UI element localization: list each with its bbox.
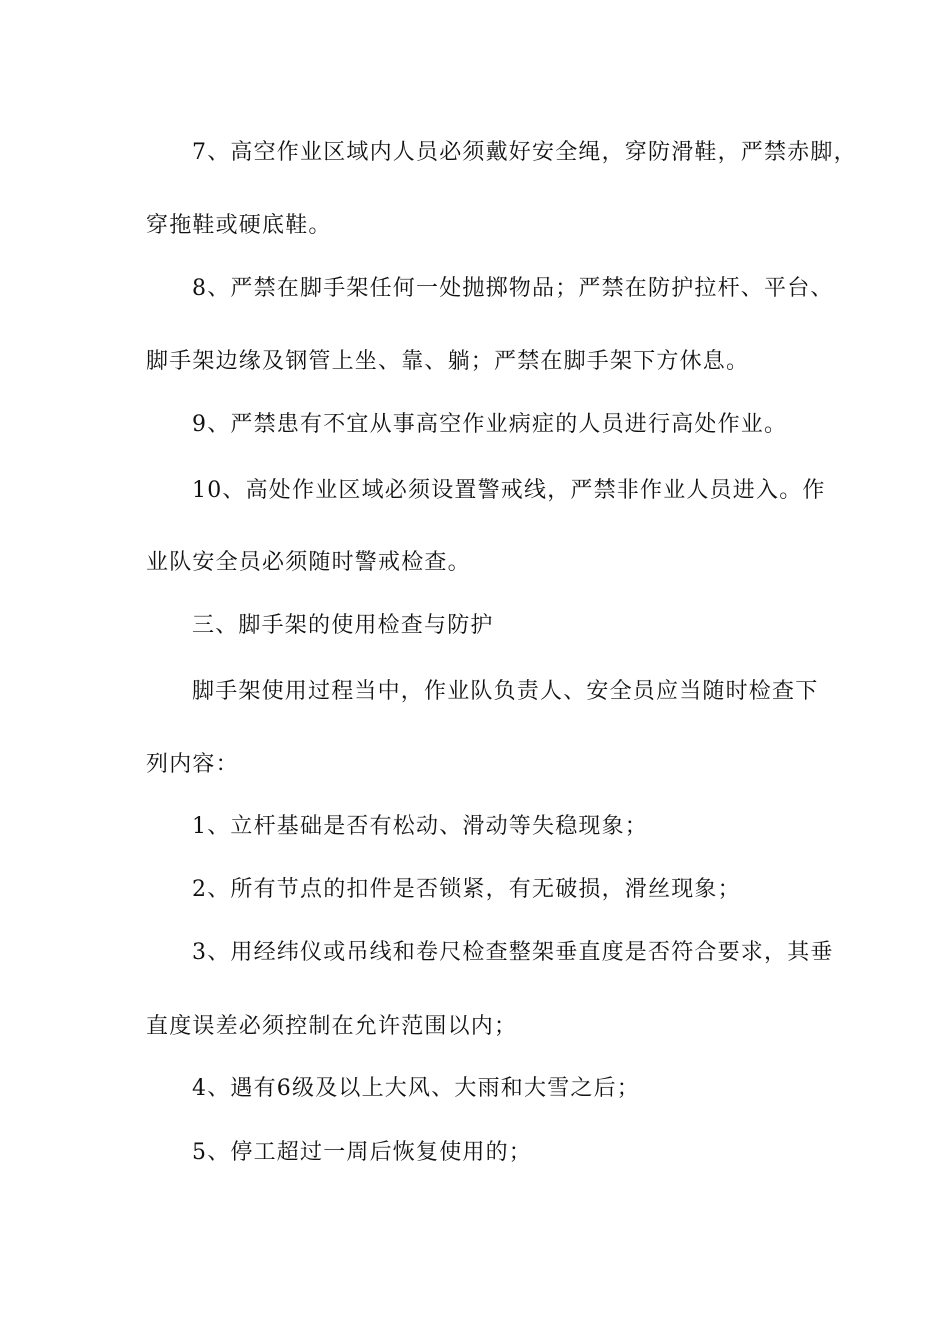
check-item-2: 2、所有节点的扣件是否锁紧，有无破损，滑丝现象；: [192, 877, 741, 902]
paragraph-item-7-line-2: 穿拖鞋或硬底鞋。: [146, 213, 332, 238]
check-item-5: 5、停工超过一周后恢复使用的；: [192, 1140, 532, 1165]
paragraph-item-8-line-2: 脚手架边缘及钢管上坐、靠、躺；严禁在脚手架下方休息。: [146, 349, 750, 374]
paragraph-item-7-line-1: 7、高空作业区域内人员必须戴好安全绳，穿防滑鞋，严禁赤脚，: [192, 140, 857, 165]
section-3-intro-line-2: 列内容：: [146, 752, 239, 777]
section-3-heading: 三、脚手架的使用检查与防护: [192, 613, 494, 638]
check-item-3-line-1: 3、用经纬仪或吊线和卷尺检查整架垂直度是否符合要求，其垂: [192, 940, 834, 965]
paragraph-item-9-line-1: 9、严禁患有不宜从事高空作业病症的人员进行高处作业。: [192, 412, 788, 437]
paragraph-item-10-line-1: 10、高处作业区域必须设置警戒线，严禁非作业人员进入。作: [192, 478, 826, 503]
paragraph-item-8-line-1: 8、严禁在脚手架任何一处抛掷物品；严禁在防护拉杆、平台、: [192, 276, 834, 301]
check-item-4: 4、遇有6级及以上大风、大雨和大雪之后；: [192, 1076, 640, 1101]
paragraph-item-10-line-2: 业队安全员必须随时警戒检查。: [146, 550, 471, 575]
check-item-3-line-2: 直度误差必须控制在允许范围以内；: [146, 1014, 518, 1039]
section-3-intro-line-1: 脚手架使用过程当中，作业队负责人、安全员应当随时检查下: [192, 679, 819, 704]
check-item-1: 1、立杆基础是否有松动、滑动等失稳现象；: [192, 814, 648, 839]
